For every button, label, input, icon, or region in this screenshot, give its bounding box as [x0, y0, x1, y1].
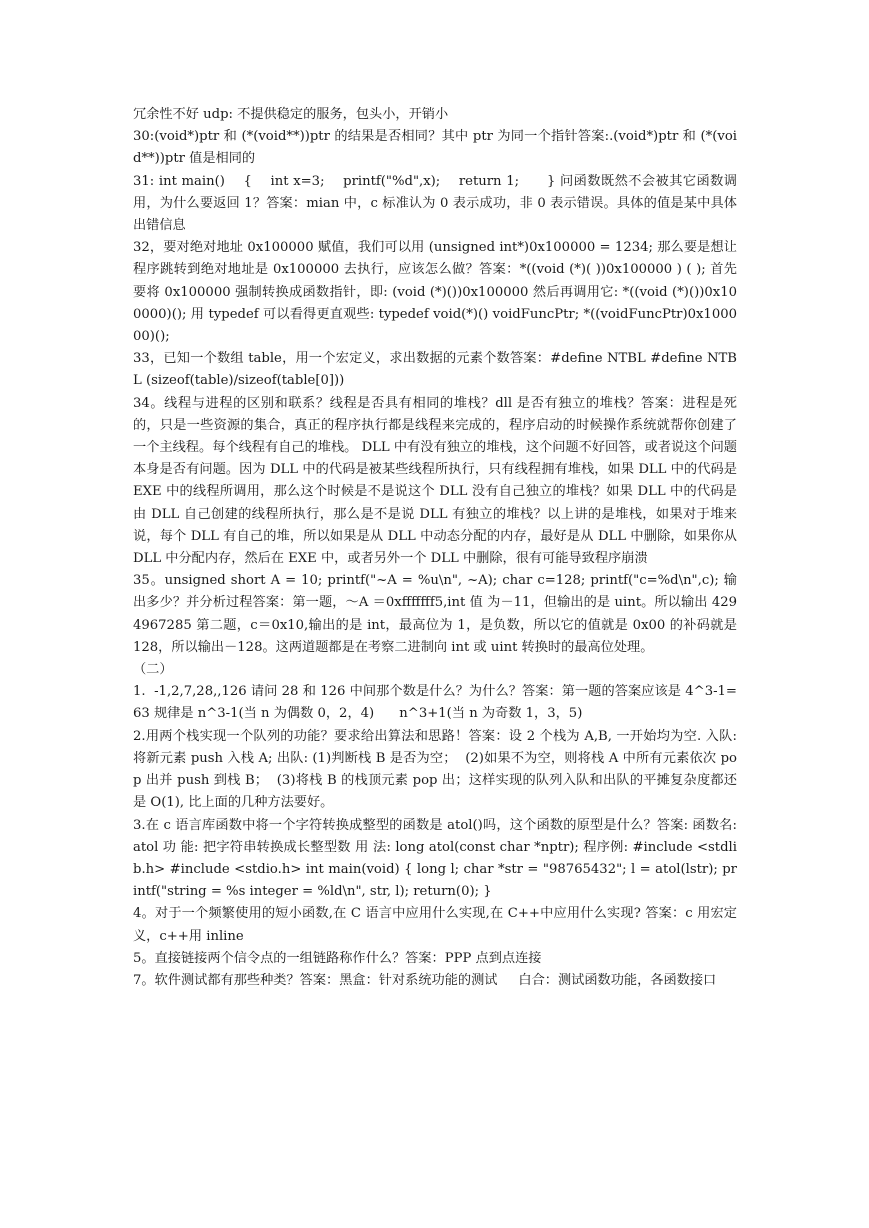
paragraph-q31: 31: int main() { int x=3; printf("%d",x); return 1; } 问函数既然不会被其它函数调用，为什么要返回 1？答案：mian 中，c 标准认为 0 表示成功，非 0 表示错误。具体的值是某中具体出错信息 — [133, 173, 737, 234]
paragraph-s2-q1: 1. -1,2,7,28,,126 请问 28 和 126 中间那个数是什么？为什么？答案：第一题的答案应该是 4^3-1=63 规律是 n^3-1(当 n 为偶数 0，2，4) n^3+1(当 n 为奇数 1，3，5) — [133, 684, 737, 722]
paragraph-s2-q3: 3.在 c 语言库函数中将一个字符转换成整型的函数是 atol()吗，这个函数的原型是什么？答案: 函数名: atol 功 能: 把字符串转换成长整型数 用 法: long atol(const char *nptr); 程序例: #include <stdlib.h> #include <stdio.h> int main(void) { long l; char *str = "98765432"; l = atol(lstr); printf("string = %s integer = %ld\n", str, l); return(0); } — [133, 817, 742, 900]
paragraph-s2-q7: 7。软件测试都有那些种类？答案：黑盒：针对系统功能的测试 白合：测试函数功能，各函数接口 — [133, 972, 717, 988]
paragraph-q30: 30:(void*)ptr 和 (*(void**))ptr 的结果是否相同？其中 ptr 为同一个指针答案:.(void*)ptr 和 (*(void**))ptr 值是相同的 — [133, 129, 737, 167]
paragraph-s2-q4: 4。对于一个频繁使用的短小函数,在 C 语言中应用什么实现,在 C++中应用什么实现? 答案：c 用宏定义，c++用 inline — [133, 906, 737, 944]
paragraph-q35: 35。unsigned short A = 10; printf("~A = %u\n", ~A); char c=128; printf("c=%d\n",c); 输出多少？并分析过程答案：第一题，～A ＝0xfffffff5,int 值 为－11，但输出的是 uint。所以输出 4294967285 第二题，c＝0x10,输出的是 int，最高位为 1，是负数，所以它的值就是 0x00 的补码就是 128，所以输出－128。这两道题都是在考察二进制向 int 或 uint 转换时的最高位处理。 — [133, 573, 742, 655]
document-body — [133, 104, 742, 992]
paragraph-q33: 33，已知一个数组 table，用一个宏定义，求出数据的元素个数答案：#define NTBL #define NTBL (sizeof(table)/sizeof(table[0])) — [133, 351, 737, 389]
paragraph-s2-q5: 5。直接链接两个信令点的一组链路称作什么？答案：PPP 点到点连接 — [133, 950, 542, 966]
paragraph-udp: 冗余性不好 udp: 不提供稳定的服务，包头小，开销小 — [133, 107, 449, 122]
paragraph-q32: 32，要对绝对地址 0x100000 赋值，我们可以用 (unsigned int*)0x100000 = 1234; 那么要是想让程序跳转到绝对地址是 0x100000 去执行，应该怎么做？答案：*((void (*)( ))0x100000 ) ( ); 首先要将 0x100000 强制转换成函数指针，即: (void (*)())0x100000 然后再调用它: *((void (*)())0x100000)(); 用 typedef 可以看得更直观些: typedef void(*)() voidFuncPtr; *((voidFuncPtr)0x100000)(); — [133, 240, 737, 345]
paragraph-s2-q2: 2.用两个栈实现一个队列的功能？要求给出算法和思路！答案：设 2 个栈为 A,B, 一开始均为空. 入队: 将新元素 push 入栈 A; 出队: (1)判断栈 B 是否为空； (2)如果不为空，则将栈 A 中所有元素依次 pop 出并 push 到栈 B； (3)将栈 B 的栈顶元素 pop 出；这样实现的队列入队和出队的平摊复杂度都还是 O(1), 比上面的几种方法要好。 — [133, 728, 742, 811]
paragraph-q34: 34。线程与进程的区别和联系？线程是否具有相同的堆栈？dll 是否有独立的堆栈？答案：进程是死的，只是一些资源的集合，真正的程序执行都是线程来完成的，程序启动的时候操作系统就帮你创建了一个主线程。每个线程有自己的堆栈。 DLL 中有没有独立的堆栈，这个问题不好回答，或者说这个问题本身是否有问题。因为 DLL 中的代码是被某些线程所执行，只有线程拥有堆栈，如果 DLL 中的代码是 EXE 中的线程所调用，那么这个时候是不是说这个 DLL 没有自己独立的堆栈？如果 DLL 中的代码是由 DLL 自己创建的线程所执行，那么是不是说 DLL 有独立的堆栈？以上讲的是堆栈，如果对于堆来说，每个 DLL 有自己的堆，所以如果是从 DLL 中动态分配的内存，最好是从 DLL 中删除，如果你从 DLL 中分配内存，然后在 EXE 中，或者另外一个 DLL 中删除，很有可能导致程序崩溃 — [133, 395, 742, 567]
section-heading-two: （二） — [133, 662, 173, 678]
